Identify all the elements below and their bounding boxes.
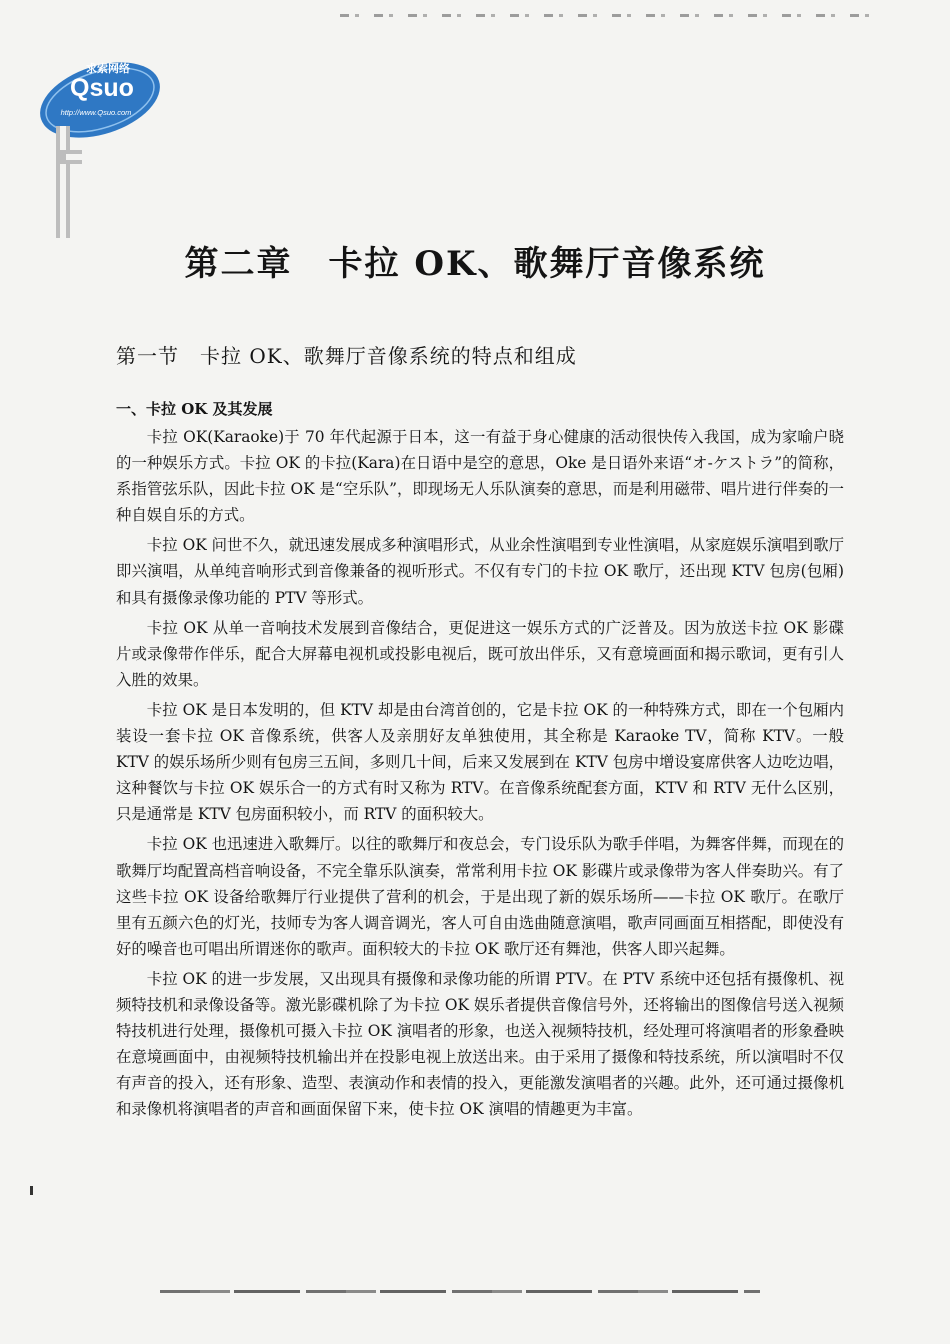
decorative-notch bbox=[56, 150, 82, 164]
logo-url: http://www.Qsuo.com bbox=[60, 108, 132, 117]
section-title: 第一节 卡拉 OK、歌舞厅音像系统的特点和组成 bbox=[116, 344, 577, 368]
logo-top-text: 求索网络 bbox=[86, 63, 130, 75]
paragraph-1: 卡拉 OK(Karaoke)于 70 年代起源于日本，这一有益于身心健康的活动很快传入我国，成为家喻户晓的一种娱乐方式。卡拉 OK 的卡拉(Kara)在日语中是空的意思，Oke 是日语外来语“オ-ケストラ”的简称，系指管弦乐队，因此卡拉 OK 是“空乐队”，即现场无人乐队演奏的意思，而是利用磁带、唱片进行伴奏的一种自娱自乐的方式。 bbox=[116, 428, 844, 525]
logo-brand: Qsuo bbox=[70, 74, 134, 102]
body-text bbox=[116, 424, 844, 1126]
paragraph-3: 卡拉 OK 从单一音响技术发展到音像结合，更促进这一娱乐方式的广泛普及。因为放送卡拉 OK 影碟片或录像带作伴乐，配合大屏幕电视机或投影电视后，既可放出伴乐，又有意境画面和揭示歌词，更有引人入胜的效果。 bbox=[116, 618, 844, 689]
paragraph-5: 卡拉 OK 也迅速进入歌舞厅。以往的歌舞厅和夜总会，专门设乐队为歌手伴唱，为舞客伴舞，而现在的歌舞厅均配置高档音响设备，不完全靠乐队演奏，常常利用卡拉 OK 影碟片或录像带为客人伴奏助兴。有了这些卡拉 OK 设备给歌舞厅行业提供了营利的机会，于是出现了新的娱乐场所——卡拉 OK 歌厅。在歌厅里有五颜六色的灯光，技师专为客人调音调光，客人可自由选曲随意演唱，歌声同画面互相搭配，即使没有好的噪音也可唱出所谓迷你的歌声。面积较大的卡拉 OK 歌厅还有舞池，供客人即兴起舞。 bbox=[116, 835, 844, 958]
decorative-bar bbox=[56, 126, 70, 238]
scan-artifact-bottom bbox=[160, 1290, 760, 1293]
subheading: 一、卡拉 OK 及其发展 bbox=[116, 400, 273, 418]
scan-artifact-dot bbox=[30, 1186, 33, 1195]
chapter-title: 第二章 卡拉 OK、歌舞厅音像系统 bbox=[184, 244, 766, 284]
paragraph-6: 卡拉 OK 的进一步发展，又出现具有摄像和录像功能的所谓 PTV。在 PTV 系统中还包括有摄像机、视频特技机和录像设备等。激光影碟机除了为卡拉 OK 娱乐者提供音像信号外，还将输出的图像信号送入视频特技机进行处理，摄像机可摄入卡拉 OK 演唱者的形象，也送入视频特技机，经处理可将演唱者的形象叠映在意境画面中，由视频特技机输出并在投影电视上放送出来。由于采用了摄像和特技系统，所以演唱时不仅有声音的投入，还有形象、造型、表演动作和表情的投入，更能激发演唱者的兴趣。此外，还可通过摄像机和录像机将演唱者的声音和画面保留下来，使卡拉 OK 演唱的情趣更为丰富。 bbox=[116, 969, 844, 1119]
scan-artifact-top bbox=[340, 14, 880, 17]
paragraph-2: 卡拉 OK 问世不久，就迅速发展成多种演唱形式，从业余性演唱到专业性演唱，从家庭娱乐演唱到歌厅即兴演唱，从单纯音响形式到音像兼备的视听形式。不仅有专门的卡拉 OK 歌厅，还出现 KTV 包房(包厢)和具有摄像录像功能的 PTV 等形式。 bbox=[116, 536, 844, 607]
paragraph-4: 卡拉 OK 是日本发明的，但 KTV 却是由台湾首创的，它是卡拉 OK 的一种特殊方式，即在一个包厢内装设一套卡拉 OK 音像系统，供客人及亲朋好友单独使用，其全称是 Karaoke TV，简称 KTV。一般 KTV 的娱乐场所少则有包房三五间，多则几十间，后来又发展到在 KTV 包房中增设宴席供客人边吃边唱，这种餐饮与卡拉 OK 娱乐合一的方式有时又称为 RTV。在音像系统配套方面，KTV 和 RTV 无什么区别，只是通常是 KTV 包房面积较小，而 RTV 的面积较大。 bbox=[116, 700, 844, 824]
